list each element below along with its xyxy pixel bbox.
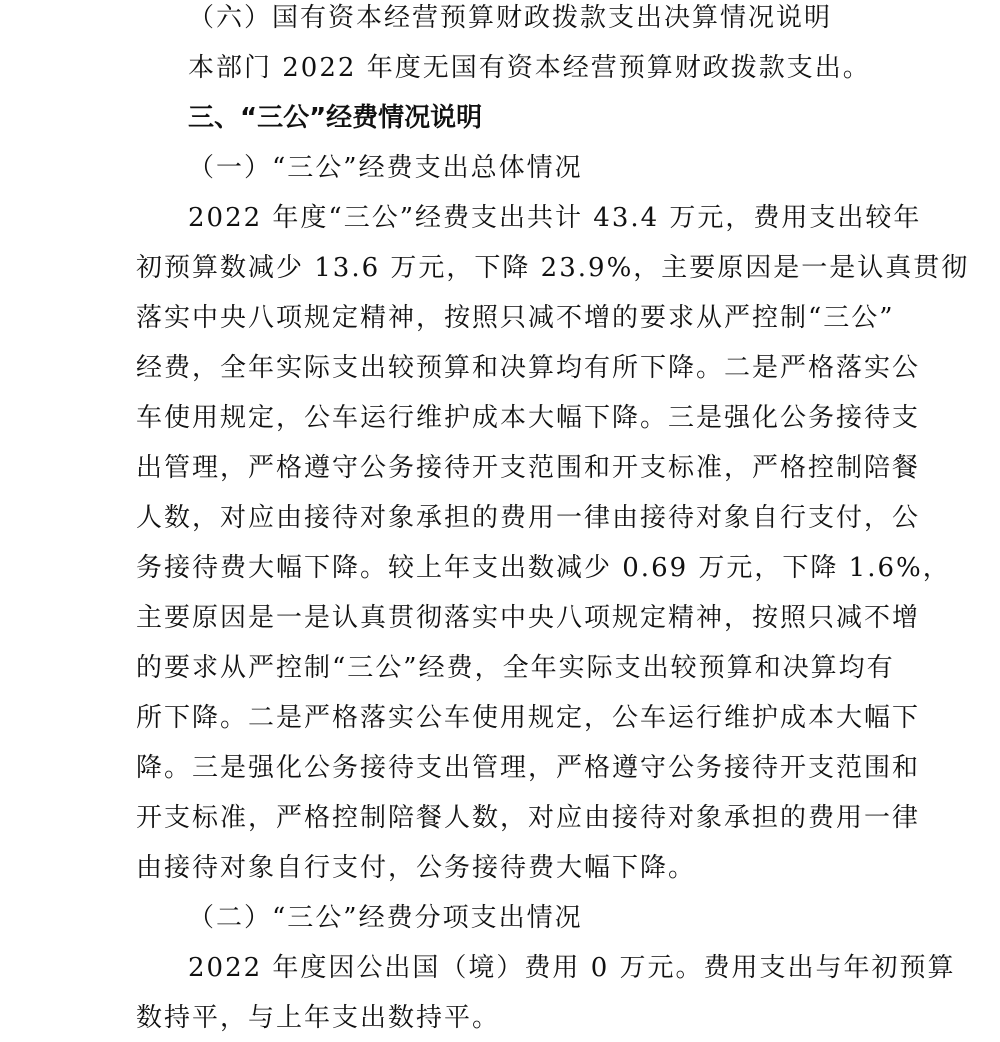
paragraph-line: 出管理，严格遵守公务接待开支范围和开支标准，严格控制陪餐 bbox=[136, 453, 921, 483]
paragraph-line: 人数，对应由接待对象承担的费用一律由接待对象自行支付，公 bbox=[136, 503, 921, 533]
paragraph-line: 初预算数减少 13.6 万元，下降 23.9%，主要原因是一是认真贯彻 bbox=[136, 253, 970, 283]
paragraph-line: 所下降。二是严格落实公车使用规定，公车运行维护成本大幅下 bbox=[136, 703, 921, 733]
paragraph-line: 经费，全年实际支出较预算和决算均有所下降。二是严格落实公 bbox=[136, 353, 921, 383]
paragraph-last-line: 数持平，与上年支出数持平。 bbox=[136, 1003, 501, 1033]
paragraph-line: 落实中央八项规定精神，按照只减不增的要求从严控制“三公” bbox=[136, 303, 895, 333]
paragraph-line: 降。三是强化公务接待支出管理，严格遵守公务接待开支范围和 bbox=[136, 753, 921, 783]
section-heading-3: 三、“三公”经费情况说明 bbox=[188, 103, 483, 133]
paragraph-line: 主要原因是一是认真贯彻落实中央八项规定精神，按照只减不增 bbox=[136, 603, 921, 633]
subsection-heading-1: （一）“三公”经费支出总体情况 bbox=[188, 153, 583, 183]
paragraph-line: 开支标准，严格控制陪餐人数，对应由接待对象承担的费用一律 bbox=[136, 803, 921, 833]
paragraph-line: 车使用规定，公车运行维护成本大幅下降。三是强化公务接待支 bbox=[136, 403, 921, 433]
subsection-heading-6: （六）国有资本经营预算财政拨款支出决算情况说明 bbox=[188, 3, 833, 33]
paragraph-last-line: 由接待对象自行支付，公务接待费大幅下降。 bbox=[136, 853, 697, 883]
paragraph-first-line: 2022 年度因公出国（境）费用 0 万元。费用支出与年初预算 bbox=[188, 953, 956, 983]
paragraph-line: 本部门 2022 年度无国有资本经营预算财政拨款支出。 bbox=[188, 53, 871, 83]
subsection-heading-2: （二）“三公”经费分项支出情况 bbox=[188, 903, 583, 933]
paragraph-line: 务接待费大幅下降。较上年支出数减少 0.69 万元，下降 1.6%， bbox=[136, 553, 951, 583]
paragraph-first-line: 2022 年度“三公”经费支出共计 43.4 万元，费用支出较年 bbox=[188, 203, 922, 233]
paragraph-line: 的要求从严控制“三公”经费，全年实际支出较预算和决算均有 bbox=[136, 653, 895, 683]
